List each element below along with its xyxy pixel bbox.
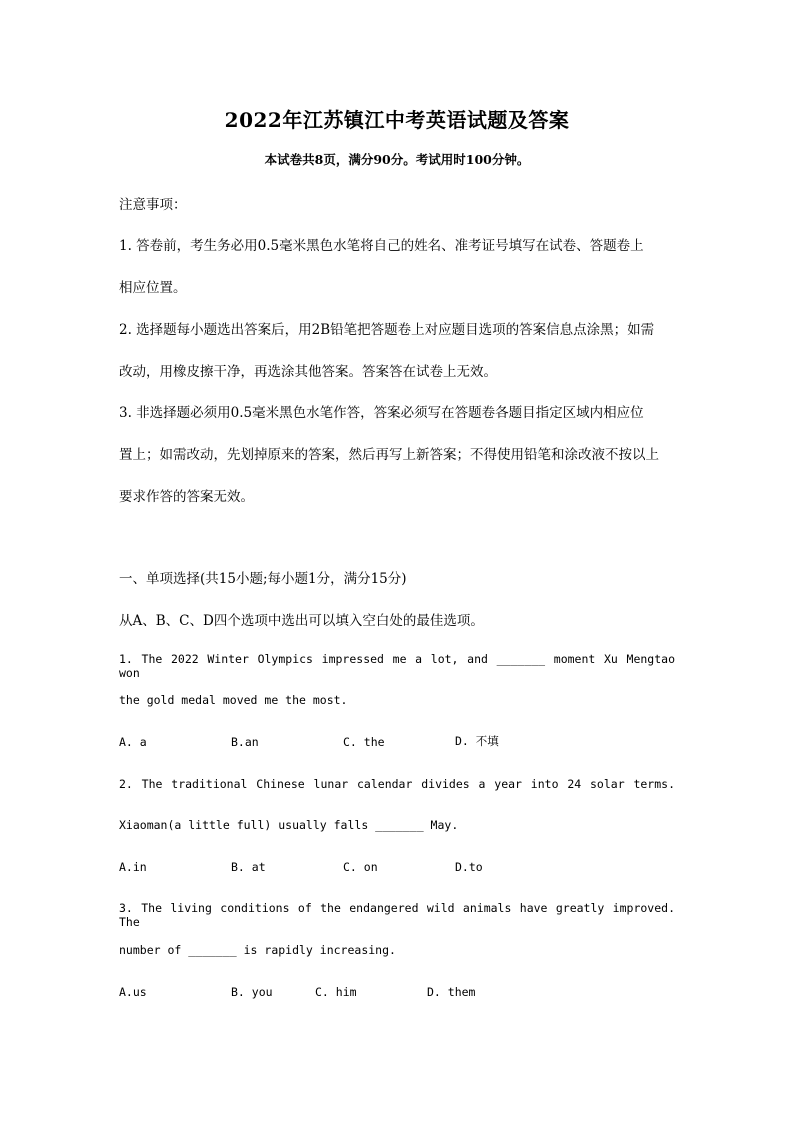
question-1-line-2: the gold medal moved me the most.: [119, 693, 348, 707]
question-3-option-b: B. you: [231, 985, 273, 999]
question-2-line-1: 2. The traditional Chinese lunar calendar divides a year into 24 solar terms.: [119, 777, 675, 791]
notice-3-line-3: 要求作答的答案无效。: [119, 489, 254, 505]
question-2-option-c: C. on: [343, 860, 378, 874]
question-1-option-a: A. a: [119, 735, 147, 749]
notice-1-line-1: 1. 答卷前，考生务必用0.5毫米黑色水笔将自己的姓名、准考证号填写在试卷、答题卷上: [119, 238, 644, 254]
question-1-option-d: D. 不填: [455, 734, 499, 748]
notice-2-line-1: 2. 选择题每小题选出答案后，用2B铅笔把答题卷上对应题目选项的答案信息点涂黑；如需: [119, 322, 655, 338]
notice-heading: 注意事项：: [119, 197, 187, 213]
question-1-option-c: C. the: [343, 735, 385, 749]
notice-1-line-2: 相应位置。: [119, 280, 187, 296]
question-2-line-2: Xiaoman(a little full) usually falls _______ May.: [119, 818, 459, 832]
question-3-line-2: number of _______ is rapidly increasing.: [119, 943, 396, 957]
question-2-option-d: D.to: [455, 860, 483, 874]
notice-2-line-2: 改动，用橡皮擦干净，再选涂其他答案。答案答在试卷上无效。: [119, 364, 497, 380]
notice-3-line-2: 置上；如需改动，先划掉原来的答案，然后再写上新答案；不得使用铅笔和涂改液不按以上: [119, 447, 659, 463]
section-instruction: 从A、B、C、D四个选项中选出可以填入空白处的最佳选项。: [119, 613, 484, 629]
question-2-option-b: B. at: [231, 860, 266, 874]
page-title: 2022年江苏镇江中考英语试题及答案: [224, 108, 570, 132]
question-3-line-1: 3. The living conditions of the endangered wild animals have greatly improved. The: [119, 901, 675, 929]
question-2-option-a: A.in: [119, 860, 147, 874]
question-1-line-1: 1. The 2022 Winter Olympics impressed me a lot, and _______ moment Xu Mengtao won: [119, 652, 675, 680]
question-3-option-a: A.us: [119, 985, 147, 999]
question-3-option-d: D. them: [427, 985, 476, 999]
question-1-option-b: B.an: [231, 735, 259, 749]
page-subtitle: 本试卷共8页，满分90分。考试用时100分钟。: [264, 152, 530, 167]
notice-3-line-1: 3. 非选择题必须用0.5毫米黑色水笔作答，答案必须写在答题卷各题目指定区域内相应位: [119, 405, 644, 421]
section-heading: 一、单项选择(共15小题;每小题1分，满分15分): [119, 571, 407, 587]
question-3-option-c: C. him: [315, 985, 357, 999]
